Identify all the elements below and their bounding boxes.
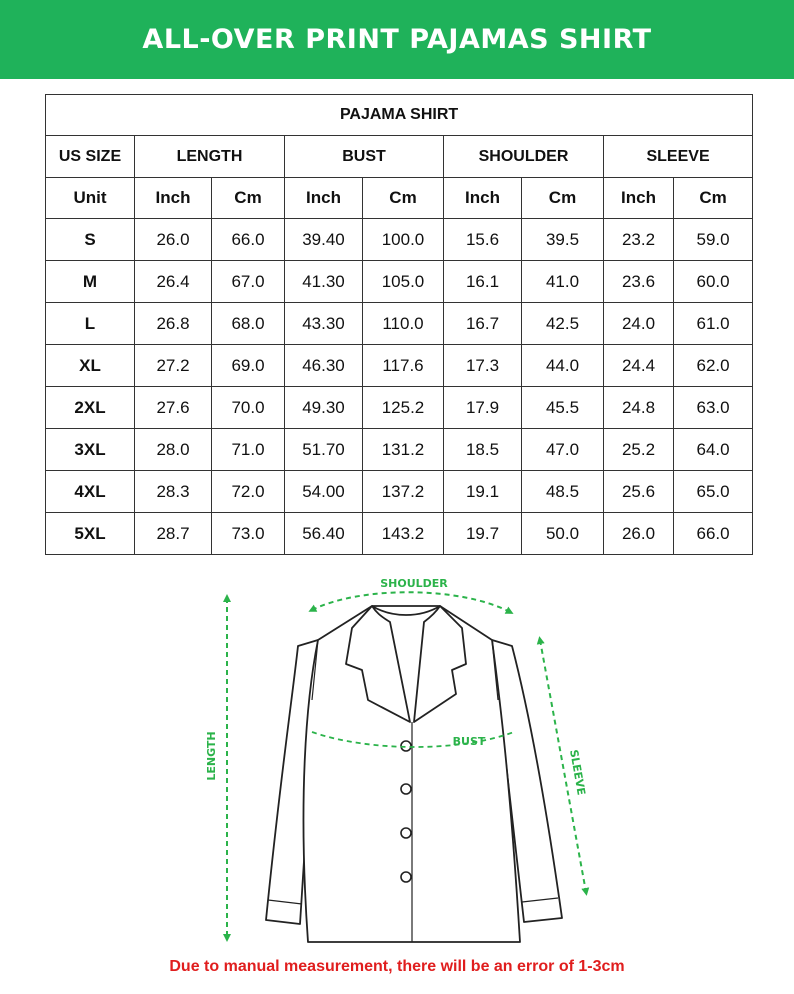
measurement-cell: 105.0 xyxy=(363,261,444,303)
table-body xyxy=(46,219,753,555)
measurement-cell: 44.0 xyxy=(522,345,604,387)
unit-header: Inch xyxy=(135,178,212,219)
measurement-cell: 24.0 xyxy=(604,303,674,345)
size-cell: 5XL xyxy=(46,513,135,555)
measurement-cell: 23.6 xyxy=(604,261,674,303)
measurement-cell: 65.0 xyxy=(674,471,753,513)
unit-header: Inch xyxy=(285,178,363,219)
column-header-length: LENGTH xyxy=(135,136,285,178)
measurement-cell: 67.0 xyxy=(212,261,285,303)
measurement-cell: 143.2 xyxy=(363,513,444,555)
measurement-cell: 28.7 xyxy=(135,513,212,555)
measurement-cell: 28.0 xyxy=(135,429,212,471)
column-header-shoulder: SHOULDER xyxy=(444,136,604,178)
shirt-outline xyxy=(266,606,562,942)
measurement-cell: 61.0 xyxy=(674,303,753,345)
page-title: ALL-OVER PRINT PAJAMAS SHIRT xyxy=(142,24,652,55)
measurement-cell: 47.0 xyxy=(522,429,604,471)
size-cell: M xyxy=(46,261,135,303)
size-cell: L xyxy=(46,303,135,345)
length-label: LENGTH xyxy=(205,731,218,781)
measurement-cell: 45.5 xyxy=(522,387,604,429)
measurement-cell: 26.8 xyxy=(135,303,212,345)
measurement-cell: 50.0 xyxy=(522,513,604,555)
measurement-cell: 28.3 xyxy=(135,471,212,513)
column-header-bust: BUST xyxy=(285,136,444,178)
table-row xyxy=(46,387,753,429)
table-row xyxy=(46,261,753,303)
unit-header: Cm xyxy=(674,178,753,219)
measurement-cell: 17.3 xyxy=(444,345,522,387)
measurement-cell: 15.6 xyxy=(444,219,522,261)
table-row xyxy=(46,345,753,387)
unit-header: Inch xyxy=(444,178,522,219)
measurement-cell: 19.1 xyxy=(444,471,522,513)
measurement-cell: 43.30 xyxy=(285,303,363,345)
measurement-cell: 110.0 xyxy=(363,303,444,345)
size-cell: 2XL xyxy=(46,387,135,429)
measurement-cell: 51.70 xyxy=(285,429,363,471)
measurement-cell: 16.7 xyxy=(444,303,522,345)
measurement-cell: 63.0 xyxy=(674,387,753,429)
measurement-cell: 19.7 xyxy=(444,513,522,555)
size-cell: 3XL xyxy=(46,429,135,471)
unit-header: Cm xyxy=(522,178,604,219)
table-row xyxy=(46,513,753,555)
measurement-cell: 26.0 xyxy=(135,219,212,261)
measurement-cell: 46.30 xyxy=(285,345,363,387)
unit-label: Unit xyxy=(46,178,135,219)
measurement-cell: 71.0 xyxy=(212,429,285,471)
measurement-cell: 42.5 xyxy=(522,303,604,345)
measurement-cell: 25.2 xyxy=(604,429,674,471)
measurement-cell: 18.5 xyxy=(444,429,522,471)
measurement-cell: 125.2 xyxy=(363,387,444,429)
column-header-size: US SIZE xyxy=(46,136,135,178)
measurement-cell: 66.0 xyxy=(212,219,285,261)
column-header-sleeve: SLEEVE xyxy=(604,136,753,178)
measurement-cell: 64.0 xyxy=(674,429,753,471)
table-title: PAJAMA SHIRT xyxy=(46,95,753,136)
measurement-cell: 24.4 xyxy=(604,345,674,387)
measurement-cell: 70.0 xyxy=(212,387,285,429)
table-row xyxy=(46,471,753,513)
measurement-cell: 117.6 xyxy=(363,345,444,387)
measurement-cell: 26.0 xyxy=(604,513,674,555)
measurement-note: Due to manual measurement, there will be an error of 1-3cm xyxy=(169,958,625,975)
bust-label: BUST xyxy=(452,735,486,748)
measurement-cell: 16.1 xyxy=(444,261,522,303)
unit-header: Inch xyxy=(604,178,674,219)
measurement-cell: 72.0 xyxy=(212,471,285,513)
shoulder-label: SHOULDER xyxy=(380,577,448,590)
unit-header: Cm xyxy=(212,178,285,219)
measurement-cell: 68.0 xyxy=(212,303,285,345)
measurement-cell: 27.6 xyxy=(135,387,212,429)
table-row xyxy=(46,429,753,471)
size-cell: 4XL xyxy=(46,471,135,513)
measurement-cell: 17.9 xyxy=(444,387,522,429)
measurement-cell: 54.00 xyxy=(285,471,363,513)
measurement-cell: 137.2 xyxy=(363,471,444,513)
measurement-cell: 69.0 xyxy=(212,345,285,387)
measurement-cell: 62.0 xyxy=(674,345,753,387)
measurement-cell: 27.2 xyxy=(135,345,212,387)
table-row xyxy=(46,303,753,345)
measurement-cell: 26.4 xyxy=(135,261,212,303)
measurement-cell: 60.0 xyxy=(674,261,753,303)
measurement-cell: 41.0 xyxy=(522,261,604,303)
size-chart-table xyxy=(45,94,753,555)
measurement-cell: 24.8 xyxy=(604,387,674,429)
measurement-cell: 25.6 xyxy=(604,471,674,513)
measurement-cell: 41.30 xyxy=(285,261,363,303)
measurement-cell: 39.5 xyxy=(522,219,604,261)
measurement-diagram xyxy=(0,560,794,960)
header-banner xyxy=(0,0,794,79)
measurement-cell: 66.0 xyxy=(674,513,753,555)
sleeve-label: SLEEVE xyxy=(567,748,588,797)
measurement-cell: 131.2 xyxy=(363,429,444,471)
measurement-cell: 100.0 xyxy=(363,219,444,261)
measurement-cell: 48.5 xyxy=(522,471,604,513)
measurement-cell: 59.0 xyxy=(674,219,753,261)
pajama-shirt-icon xyxy=(0,560,794,960)
size-cell: XL xyxy=(46,345,135,387)
measurement-cell: 39.40 xyxy=(285,219,363,261)
size-cell: S xyxy=(46,219,135,261)
measurement-cell: 73.0 xyxy=(212,513,285,555)
table-row xyxy=(46,219,753,261)
measurement-cell: 23.2 xyxy=(604,219,674,261)
measurement-cell: 56.40 xyxy=(285,513,363,555)
unit-header: Cm xyxy=(363,178,444,219)
measurement-cell: 49.30 xyxy=(285,387,363,429)
